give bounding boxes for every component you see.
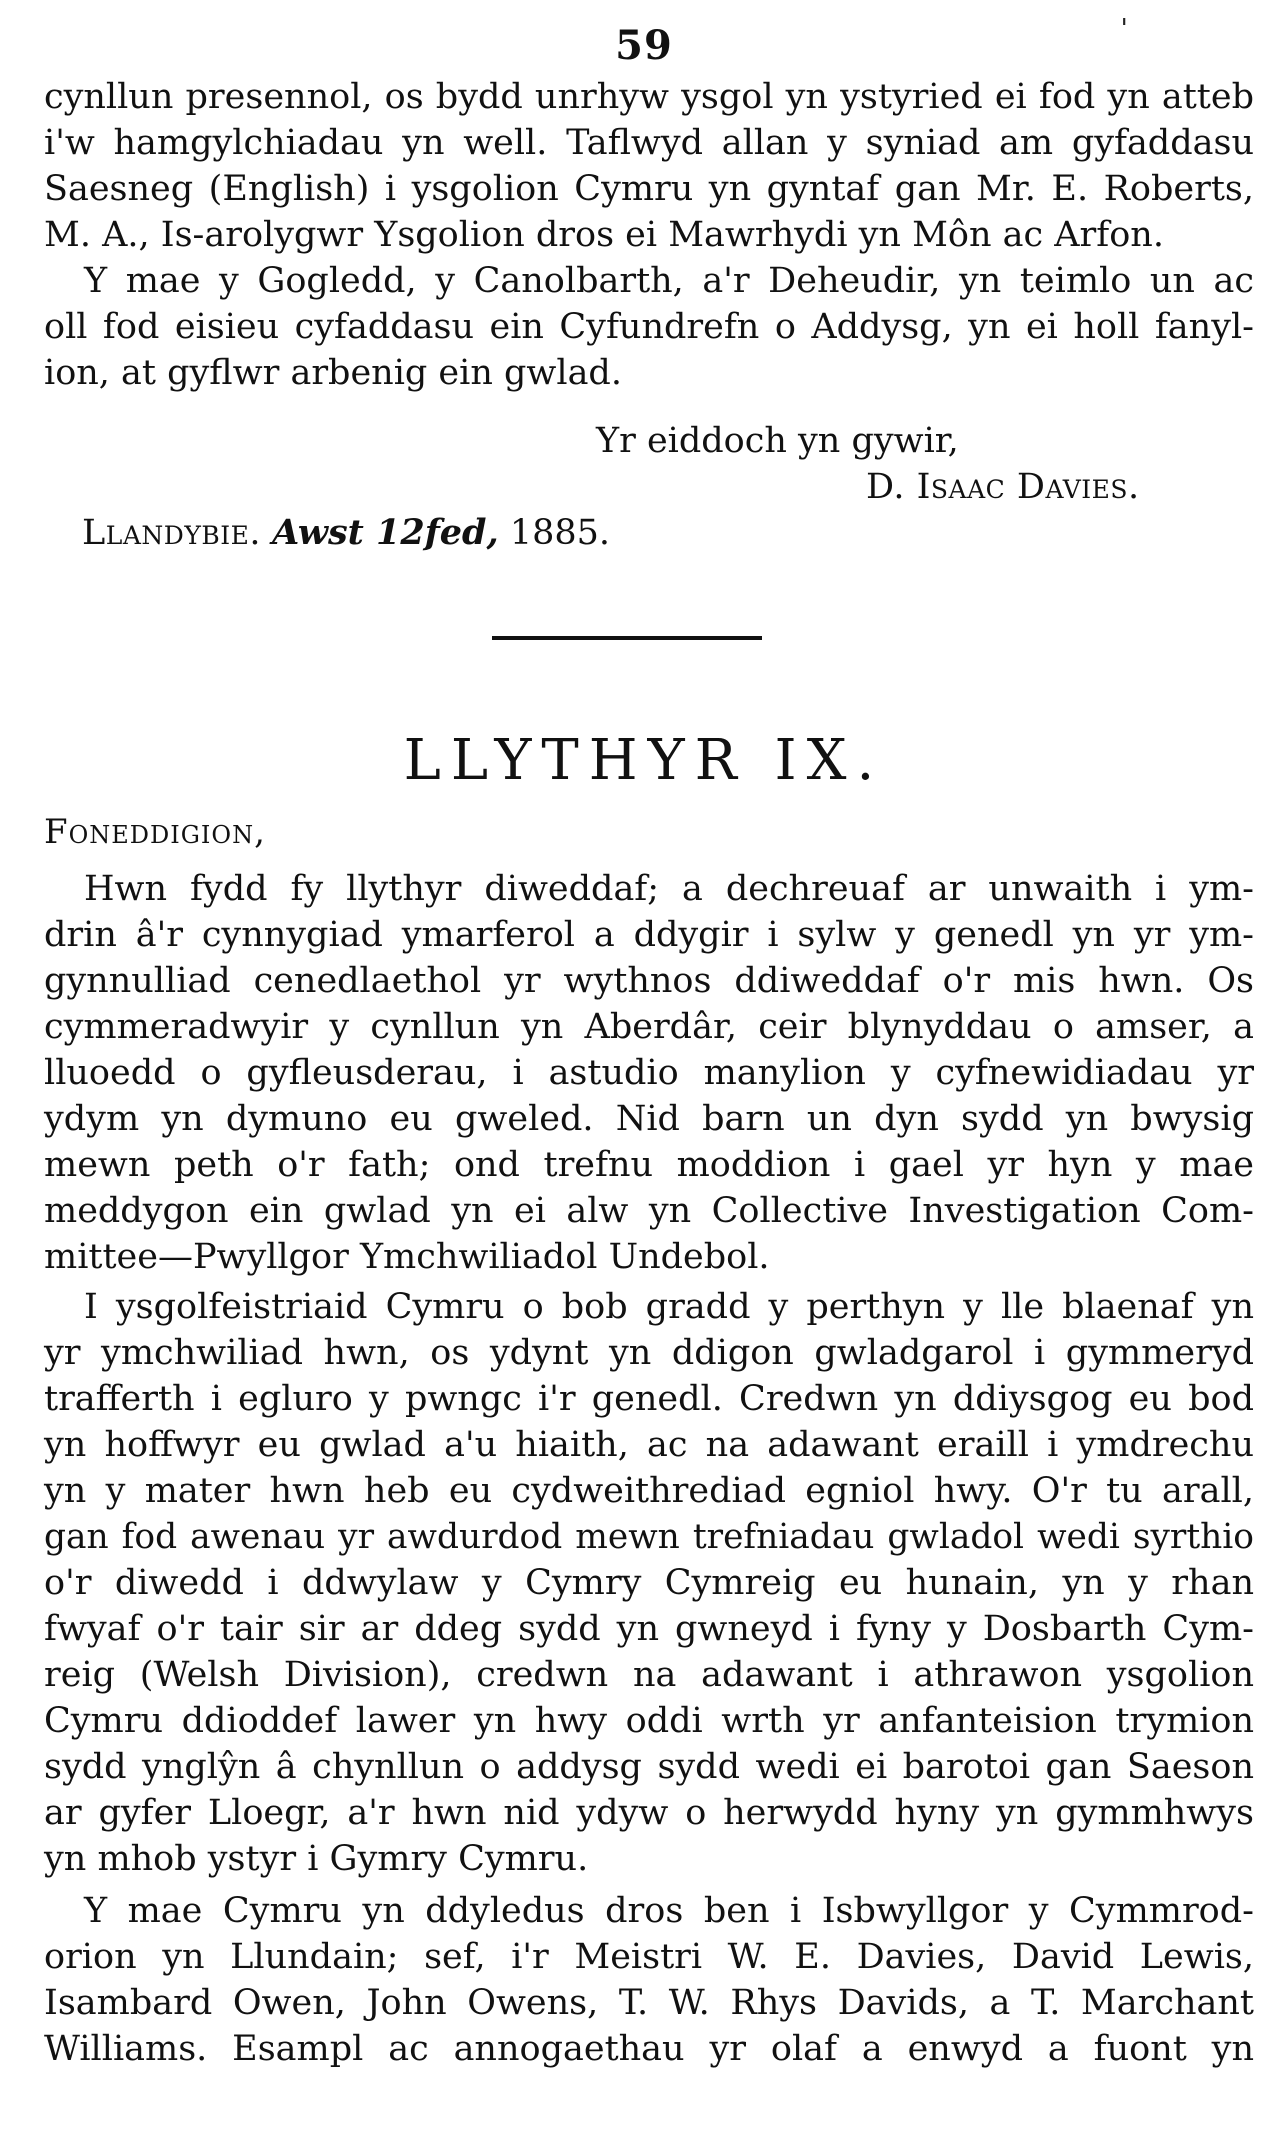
paragraph-continued (44, 74, 1254, 258)
text-line: reig (Welsh Division), credwn na adawant i athrawon ysgolion (44, 1655, 1254, 1695)
text-line: ydym yn dymuno eu gweled. Nid barn un dyn sydd yn bwysig (44, 1099, 1254, 1139)
text-line: Y mae Cymru yn ddyledus dros ben i Isbwyllgor y Cymmrod- (84, 1891, 1254, 1931)
text-line: Cymru ddioddef lawer yn hwy oddi wrth yr anfanteision trymion (44, 1701, 1254, 1741)
text-line: i'w hamgylchiadau yn well. Taflwyd allan y syniad am gyfaddasu (44, 123, 1254, 163)
text-line: Isambard Owen, John Owens, T. W. Rhys Davids, a T. Marchant (44, 1983, 1254, 2023)
signature: D. Isaac Davies. (866, 467, 1140, 507)
text-line: trafferth i egluro y pwngc i'r genedl. Credwn yn ddiysgog eu bod (44, 1379, 1254, 1419)
text-line: fwyaf o'r tair sir ar ddeg sydd yn gwneyd i fyny y Dosbarth Cym- (44, 1609, 1254, 1649)
stray-ink-mark: ˈ (1120, 14, 1129, 49)
text-line: M. A., Is-arolygwr Ysgolion dros ei Mawrhydi yn Môn ac Arfon. (44, 215, 1164, 255)
text-line: yn hoffwyr eu gwlad a'u hiaith, ac na adawant eraill i ymdrechu (44, 1425, 1254, 1465)
text-line: oll fod eisieu cyfaddasu ein Cyfundrefn o Addysg, yn ei holl fanyl- (44, 307, 1254, 347)
page-number: 59 (615, 22, 673, 69)
text-line: lluoedd o gyfleusderau, i astudio manylion y cyfnewidiadau yr (44, 1053, 1254, 1093)
letter-heading: LLYTHYR IX. (403, 728, 885, 793)
text-line: ion, at gyflwr arbenig ein gwlad. (44, 353, 622, 393)
text-line: ar gyfer Lloegr, a'r hwn nid ydyw o herwydd hyny yn gymmhwys (44, 1793, 1254, 1833)
place: Llandybie. (82, 513, 261, 553)
text-line: Williams. Esampl ac annogaethau yr olaf a enwyd a fuont yn (44, 2029, 1254, 2069)
valediction: Yr eiddoch yn gywir, (596, 421, 959, 461)
text-line: cynllun presennol, os bydd unrhyw ysgol yn ystyried ei fod yn atteb (44, 77, 1254, 117)
text-line: orion yn Llundain; sef, i'r Meistri W. E. Davies, David Lewis, (44, 1937, 1254, 1977)
text-line: cymmeradwyir y cynllun yn Aberdâr, ceir blynyddau o amser, a (44, 1007, 1254, 1047)
text-line: yr ymchwiliad hwn, os ydynt yn ddigon gwladgarol i gymmeryd (44, 1333, 1254, 1373)
text-line: Y mae y Gogledd, y Canolbarth, a'r Deheudir, yn teimlo un ac (84, 261, 1254, 301)
text-line: gynnulliad cenedlaethol yr wythnos ddiweddaf o'r mis hwn. Os (44, 961, 1254, 1001)
place-date (82, 510, 610, 556)
paragraph (44, 866, 1254, 1280)
text-line: Hwn fydd fy llythyr diweddaf; a dechreuaf ar unwaith i ym- (84, 869, 1254, 909)
paragraph (44, 1888, 1254, 2072)
section-divider (492, 636, 762, 640)
text-line: mewn peth o'r fath; ond trefnu moddion i gael yr hyn y mae (44, 1145, 1254, 1185)
text-line: yn mhob ystyr i Gymry Cymru. (44, 1839, 589, 1879)
text-line: sydd ynglŷn â chynllun o addysg sydd wedi ei barotoi gan Saeson (44, 1747, 1254, 1787)
text-line: I ysgolfeistriaid Cymru o bob gradd y perthyn y lle blaenaf yn (84, 1287, 1254, 1327)
text-line: drin â'r cynnygiad ymarferol a ddygir i sylw y genedl yn yr ym- (44, 915, 1254, 955)
text-line: Saesneg (English) i ysgolion Cymru yn gyntaf gan Mr. E. Roberts, (44, 169, 1254, 209)
date-italic: Awst 12fed, (272, 512, 499, 553)
text-line: o'r diwedd i ddwylaw y Cymry Cymreig eu hunain, yn y rhan (44, 1563, 1254, 1603)
text-line: yn y mater hwn heb eu cydweithrediad egniol hwy. O'r tu arall, (44, 1471, 1254, 1511)
text-line: mittee—Pwyllgor Ymchwiliadol Undebol. (44, 1237, 770, 1277)
year: 1885. (509, 513, 611, 553)
text-line: meddygon ein gwlad yn ei alw yn Collective Investigation Com- (44, 1191, 1254, 1231)
paragraph (44, 258, 1254, 396)
paragraph (44, 1284, 1254, 1882)
text-line: gan fod awenau yr awdurdod mewn trefniadau gwladol wedi syrthio (44, 1517, 1254, 1557)
salutation: Foneddigion, (44, 812, 266, 852)
